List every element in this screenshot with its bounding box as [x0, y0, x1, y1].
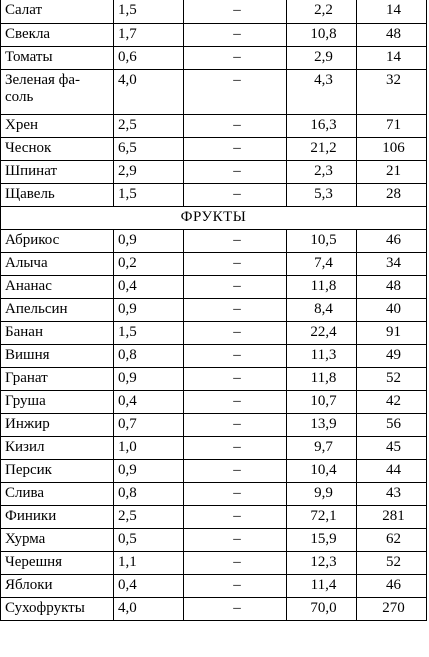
fat-cell: [184, 436, 287, 459]
product-name-cell-text: Черешня: [5, 553, 63, 570]
fat-cell: [184, 114, 287, 137]
carbohydrates-cell-text: 12,3: [310, 553, 337, 570]
calories-cell: [357, 69, 427, 114]
protein-cell: [114, 321, 184, 344]
calories-cell: [357, 528, 427, 551]
calories-cell-text: 21: [386, 162, 401, 179]
calories-cell: [357, 137, 427, 160]
fat-cell-text: –: [233, 277, 241, 294]
protein-cell: [114, 183, 184, 206]
fat-cell-text: –: [233, 185, 241, 202]
carbohydrates-cell-text: 11,8: [310, 369, 337, 386]
product-name-cell-text: Вишня: [5, 346, 50, 363]
protein-cell-text: 0,4: [118, 277, 137, 294]
product-name-cell-text: Финики: [5, 507, 57, 524]
carbohydrates-cell: [287, 275, 357, 298]
carbohydrates-cell: [287, 390, 357, 413]
product-name-cell: [1, 528, 114, 551]
fat-cell-text: –: [233, 369, 241, 386]
fat-cell: [184, 23, 287, 46]
product-name-cell-text: Яблоки: [5, 576, 53, 593]
product-name-cell-text: Хурма: [5, 530, 46, 547]
protein-cell-text: 0,4: [118, 392, 137, 409]
fat-cell: [184, 597, 287, 620]
carbohydrates-cell: [287, 436, 357, 459]
protein-cell: [114, 252, 184, 275]
fat-cell: [184, 275, 287, 298]
product-name-cell: [1, 574, 114, 597]
protein-cell-text: 0,9: [118, 300, 137, 317]
product-name-cell-text: Груша: [5, 392, 46, 409]
product-name-cell-text: Щавель: [5, 185, 55, 202]
calories-cell-text: 56: [386, 415, 401, 432]
protein-cell-text: 4,0: [118, 71, 137, 88]
protein-cell: [114, 229, 184, 252]
calories-cell-text: 46: [386, 231, 401, 248]
product-name-cell-text: Сухофрукты: [5, 599, 85, 616]
calories-cell: [357, 321, 427, 344]
product-name-cell: [1, 46, 114, 69]
table-row: [1, 160, 427, 183]
fat-cell-text: –: [233, 346, 241, 363]
fat-cell: [184, 413, 287, 436]
carbohydrates-cell: [287, 597, 357, 620]
product-name-cell: [1, 69, 114, 114]
fat-cell: [184, 367, 287, 390]
carbohydrates-cell-text: 70,0: [310, 599, 337, 616]
calories-cell-text: 49: [386, 346, 401, 363]
protein-cell: [114, 298, 184, 321]
fat-cell: [184, 137, 287, 160]
carbohydrates-cell-text: 8,4: [314, 300, 333, 317]
product-name-cell-text: Апельсин: [5, 300, 68, 317]
product-name-cell-text: Свекла: [5, 25, 51, 42]
table-row: [1, 321, 427, 344]
product-name-cell: [1, 436, 114, 459]
calories-cell-text: 91: [386, 323, 401, 340]
fat-cell: [184, 46, 287, 69]
product-name-cell-text: Кизил: [5, 438, 45, 455]
carbohydrates-cell: [287, 229, 357, 252]
fat-cell: [184, 574, 287, 597]
fat-cell: [184, 344, 287, 367]
carbohydrates-cell: [287, 23, 357, 46]
protein-cell: [114, 0, 184, 23]
carbohydrates-cell-text: 15,9: [310, 530, 337, 547]
carbohydrates-cell: [287, 505, 357, 528]
protein-cell-text: 2,5: [118, 507, 137, 524]
carbohydrates-cell: [287, 321, 357, 344]
protein-cell-text: 1,7: [118, 25, 137, 42]
calories-cell-text: 34: [386, 254, 401, 271]
protein-cell: [114, 436, 184, 459]
calories-cell-text: 62: [386, 530, 401, 547]
product-name-cell: [1, 137, 114, 160]
calories-cell-text: 48: [386, 25, 401, 42]
calories-cell: [357, 23, 427, 46]
product-name-cell-text: Зеленая фа- соль: [5, 71, 81, 105]
product-name-cell-text: Шпинат: [5, 162, 58, 179]
carbohydrates-cell: [287, 367, 357, 390]
calories-cell: [357, 551, 427, 574]
carbohydrates-cell: [287, 413, 357, 436]
calories-cell: [357, 436, 427, 459]
protein-cell-text: 0,9: [118, 231, 137, 248]
table-row: [1, 229, 427, 252]
section-heading: [1, 206, 427, 229]
calories-cell: [357, 229, 427, 252]
fat-cell: [184, 321, 287, 344]
protein-cell: [114, 367, 184, 390]
carbohydrates-cell-text: 11,3: [310, 346, 337, 363]
protein-cell-text: 2,5: [118, 116, 137, 133]
calories-cell-text: 40: [386, 300, 401, 317]
product-name-cell-text: Чеснок: [5, 139, 52, 156]
fat-cell: [184, 298, 287, 321]
nutrition-table-body: [1, 0, 427, 620]
product-name-cell-text: Банан: [5, 323, 43, 340]
carbohydrates-cell-text: 2,2: [314, 2, 333, 18]
table-row: [1, 252, 427, 275]
protein-cell: [114, 160, 184, 183]
fat-cell-text: –: [233, 25, 241, 42]
carbohydrates-cell-text: 72,1: [310, 507, 337, 524]
table-row: [1, 551, 427, 574]
protein-cell-text: 0,4: [118, 576, 137, 593]
carbohydrates-cell: [287, 528, 357, 551]
fat-cell-text: –: [233, 162, 241, 179]
protein-cell: [114, 574, 184, 597]
fat-cell-text: –: [233, 139, 241, 156]
calories-cell: [357, 114, 427, 137]
fat-cell-text: –: [233, 553, 241, 570]
carbohydrates-cell: [287, 459, 357, 482]
calories-cell-text: 43: [386, 484, 401, 501]
fat-cell: [184, 459, 287, 482]
calories-cell: [357, 482, 427, 505]
table-row: [1, 344, 427, 367]
fat-cell-text: –: [233, 71, 241, 88]
protein-cell-text: 2,9: [118, 162, 137, 179]
fat-cell-text: –: [233, 438, 241, 455]
protein-cell: [114, 528, 184, 551]
fat-cell-text: –: [233, 599, 241, 616]
product-name-cell-text: Абрикос: [5, 231, 60, 248]
carbohydrates-cell-text: 9,7: [314, 438, 333, 455]
protein-cell-text: 1,1: [118, 553, 137, 570]
product-name-cell: [1, 459, 114, 482]
table-row: [1, 114, 427, 137]
fat-cell: [184, 482, 287, 505]
calories-cell: [357, 413, 427, 436]
protein-cell: [114, 390, 184, 413]
product-name-cell: [1, 321, 114, 344]
carbohydrates-cell: [287, 551, 357, 574]
table-row: [1, 298, 427, 321]
fat-cell-text: –: [233, 576, 241, 593]
fat-cell-text: –: [233, 415, 241, 432]
protein-cell: [114, 344, 184, 367]
protein-cell-text: 1,0: [118, 438, 137, 455]
carbohydrates-cell-text: 10,8: [310, 25, 337, 42]
calories-cell-text: 270: [382, 599, 405, 616]
fat-cell-text: –: [233, 461, 241, 478]
carbohydrates-cell: [287, 344, 357, 367]
table-row: [1, 0, 427, 23]
protein-cell: [114, 69, 184, 114]
product-name-cell-text: Инжир: [5, 415, 50, 432]
fat-cell-text: –: [233, 530, 241, 547]
carbohydrates-cell-text: 9,9: [314, 484, 333, 501]
calories-cell-text: 48: [386, 277, 401, 294]
protein-cell-text: 1,5: [118, 323, 137, 340]
carbohydrates-cell-text: 4,3: [314, 71, 333, 88]
product-name-cell-text: Персик: [5, 461, 52, 478]
protein-cell-text: 0,7: [118, 415, 137, 432]
fat-cell: [184, 551, 287, 574]
carbohydrates-cell-text: 2,3: [314, 162, 333, 179]
protein-cell: [114, 23, 184, 46]
calories-cell: [357, 160, 427, 183]
calories-cell-text: 46: [386, 576, 401, 593]
carbohydrates-cell-text: 11,8: [310, 277, 337, 294]
product-name-cell: [1, 482, 114, 505]
carbohydrates-cell-text: 7,4: [314, 254, 333, 271]
table-row: [1, 367, 427, 390]
calories-cell-text: 52: [386, 369, 401, 386]
product-name-cell: [1, 252, 114, 275]
carbohydrates-cell: [287, 574, 357, 597]
fat-cell-text: –: [233, 507, 241, 524]
table-row: [1, 505, 427, 528]
fat-cell-text: –: [233, 116, 241, 133]
product-name-cell: [1, 275, 114, 298]
protein-cell: [114, 482, 184, 505]
protein-cell-text: 0,9: [118, 369, 137, 386]
table-row: [1, 23, 427, 46]
protein-cell-text: 6,5: [118, 139, 137, 156]
carbohydrates-cell: [287, 0, 357, 23]
carbohydrates-cell-text: 2,9: [314, 48, 333, 65]
protein-cell-text: 0,5: [118, 530, 137, 547]
protein-cell: [114, 505, 184, 528]
calories-cell: [357, 183, 427, 206]
product-name-cell: [1, 0, 114, 23]
product-name-cell: [1, 390, 114, 413]
carbohydrates-cell: [287, 69, 357, 114]
carbohydrates-cell: [287, 482, 357, 505]
carbohydrates-cell-text: 11,4: [310, 576, 337, 593]
product-name-cell: [1, 597, 114, 620]
calories-cell: [357, 46, 427, 69]
protein-cell: [114, 597, 184, 620]
protein-cell: [114, 551, 184, 574]
table-row: [1, 436, 427, 459]
protein-cell-text: 0,9: [118, 461, 137, 478]
carbohydrates-cell-text: 10,4: [310, 461, 337, 478]
fat-cell-text: –: [233, 48, 241, 65]
table-row: [1, 69, 427, 114]
calories-cell: [357, 275, 427, 298]
table-row: [1, 137, 427, 160]
calories-cell-text: 14: [386, 48, 401, 65]
fat-cell-text: –: [233, 300, 241, 317]
calories-cell: [357, 459, 427, 482]
protein-cell-text: 0,8: [118, 484, 137, 501]
fat-cell: [184, 0, 287, 23]
carbohydrates-cell-text: 10,7: [310, 392, 337, 409]
calories-cell: [357, 0, 427, 23]
calories-cell-text: 44: [386, 461, 401, 478]
calories-cell: [357, 298, 427, 321]
calories-cell: [357, 505, 427, 528]
protein-cell-text: 0,2: [118, 254, 137, 271]
calories-cell-text: 52: [386, 553, 401, 570]
protein-cell: [114, 413, 184, 436]
fat-cell: [184, 160, 287, 183]
protein-cell: [114, 275, 184, 298]
product-name-cell: [1, 114, 114, 137]
calories-cell-text: 42: [386, 392, 401, 409]
product-name-cell: [1, 344, 114, 367]
carbohydrates-cell: [287, 46, 357, 69]
section-heading-row: [1, 206, 427, 229]
product-name-cell: [1, 23, 114, 46]
product-name-cell: [1, 413, 114, 436]
product-name-cell-text: Томаты: [5, 48, 53, 65]
product-name-cell-text: Гранат: [5, 369, 48, 386]
table-row: [1, 597, 427, 620]
carbohydrates-cell: [287, 252, 357, 275]
calories-cell-text: 71: [386, 116, 401, 133]
table-row: [1, 183, 427, 206]
protein-cell-text: 0,8: [118, 346, 137, 363]
protein-cell: [114, 459, 184, 482]
product-name-cell-text: Алыча: [5, 254, 48, 271]
section-heading-text: ФРУКТЫ: [180, 208, 247, 225]
protein-cell: [114, 46, 184, 69]
calories-cell: [357, 597, 427, 620]
product-name-cell: [1, 160, 114, 183]
product-name-cell-text: Ананас: [5, 277, 52, 294]
product-name-cell: [1, 367, 114, 390]
product-name-cell: [1, 298, 114, 321]
carbohydrates-cell-text: 22,4: [310, 323, 337, 340]
protein-cell-text: 1,5: [118, 2, 137, 18]
fat-cell-text: –: [233, 323, 241, 340]
fat-cell-text: –: [233, 2, 241, 18]
fat-cell: [184, 183, 287, 206]
carbohydrates-cell-text: 13,9: [310, 415, 337, 432]
carbohydrates-cell: [287, 183, 357, 206]
calories-cell: [357, 390, 427, 413]
calories-cell: [357, 344, 427, 367]
table-row: [1, 574, 427, 597]
carbohydrates-cell-text: 10,5: [310, 231, 337, 248]
carbohydrates-cell: [287, 137, 357, 160]
fat-cell-text: –: [233, 231, 241, 248]
carbohydrates-cell-text: 21,2: [310, 139, 337, 156]
calories-cell-text: 28: [386, 185, 401, 202]
protein-cell: [114, 137, 184, 160]
calories-cell-text: 14: [386, 2, 401, 18]
table-row: [1, 413, 427, 436]
fat-cell: [184, 229, 287, 252]
fat-cell: [184, 69, 287, 114]
product-name-cell: [1, 229, 114, 252]
calories-cell-text: 32: [386, 71, 401, 88]
product-name-cell-text: Салат: [5, 2, 43, 18]
fat-cell: [184, 505, 287, 528]
product-name-cell-text: Слива: [5, 484, 45, 501]
calories-cell: [357, 252, 427, 275]
fat-cell: [184, 528, 287, 551]
carbohydrates-cell: [287, 114, 357, 137]
fat-cell-text: –: [233, 254, 241, 271]
table-row: [1, 275, 427, 298]
carbohydrates-cell-text: 16,3: [310, 116, 337, 133]
carbohydrates-cell: [287, 160, 357, 183]
product-name-cell: [1, 505, 114, 528]
product-name-cell: [1, 183, 114, 206]
protein-cell-text: 1,5: [118, 185, 137, 202]
fat-cell: [184, 390, 287, 413]
table-row: [1, 390, 427, 413]
calories-cell: [357, 574, 427, 597]
table-row: [1, 482, 427, 505]
fat-cell-text: –: [233, 392, 241, 409]
protein-cell-text: 4,0: [118, 599, 137, 616]
calories-cell-text: 106: [382, 139, 405, 156]
protein-cell-text: 0,6: [118, 48, 137, 65]
table-row: [1, 528, 427, 551]
carbohydrates-cell-text: 5,3: [314, 185, 333, 202]
protein-cell: [114, 114, 184, 137]
product-name-cell: [1, 551, 114, 574]
fat-cell-text: –: [233, 484, 241, 501]
table-row: [1, 46, 427, 69]
calories-cell: [357, 367, 427, 390]
product-name-cell-text: Хрен: [5, 116, 39, 133]
carbohydrates-cell: [287, 298, 357, 321]
table-row: [1, 459, 427, 482]
calories-cell-text: 281: [382, 507, 405, 524]
fat-cell: [184, 252, 287, 275]
calories-cell-text: 45: [386, 438, 401, 455]
